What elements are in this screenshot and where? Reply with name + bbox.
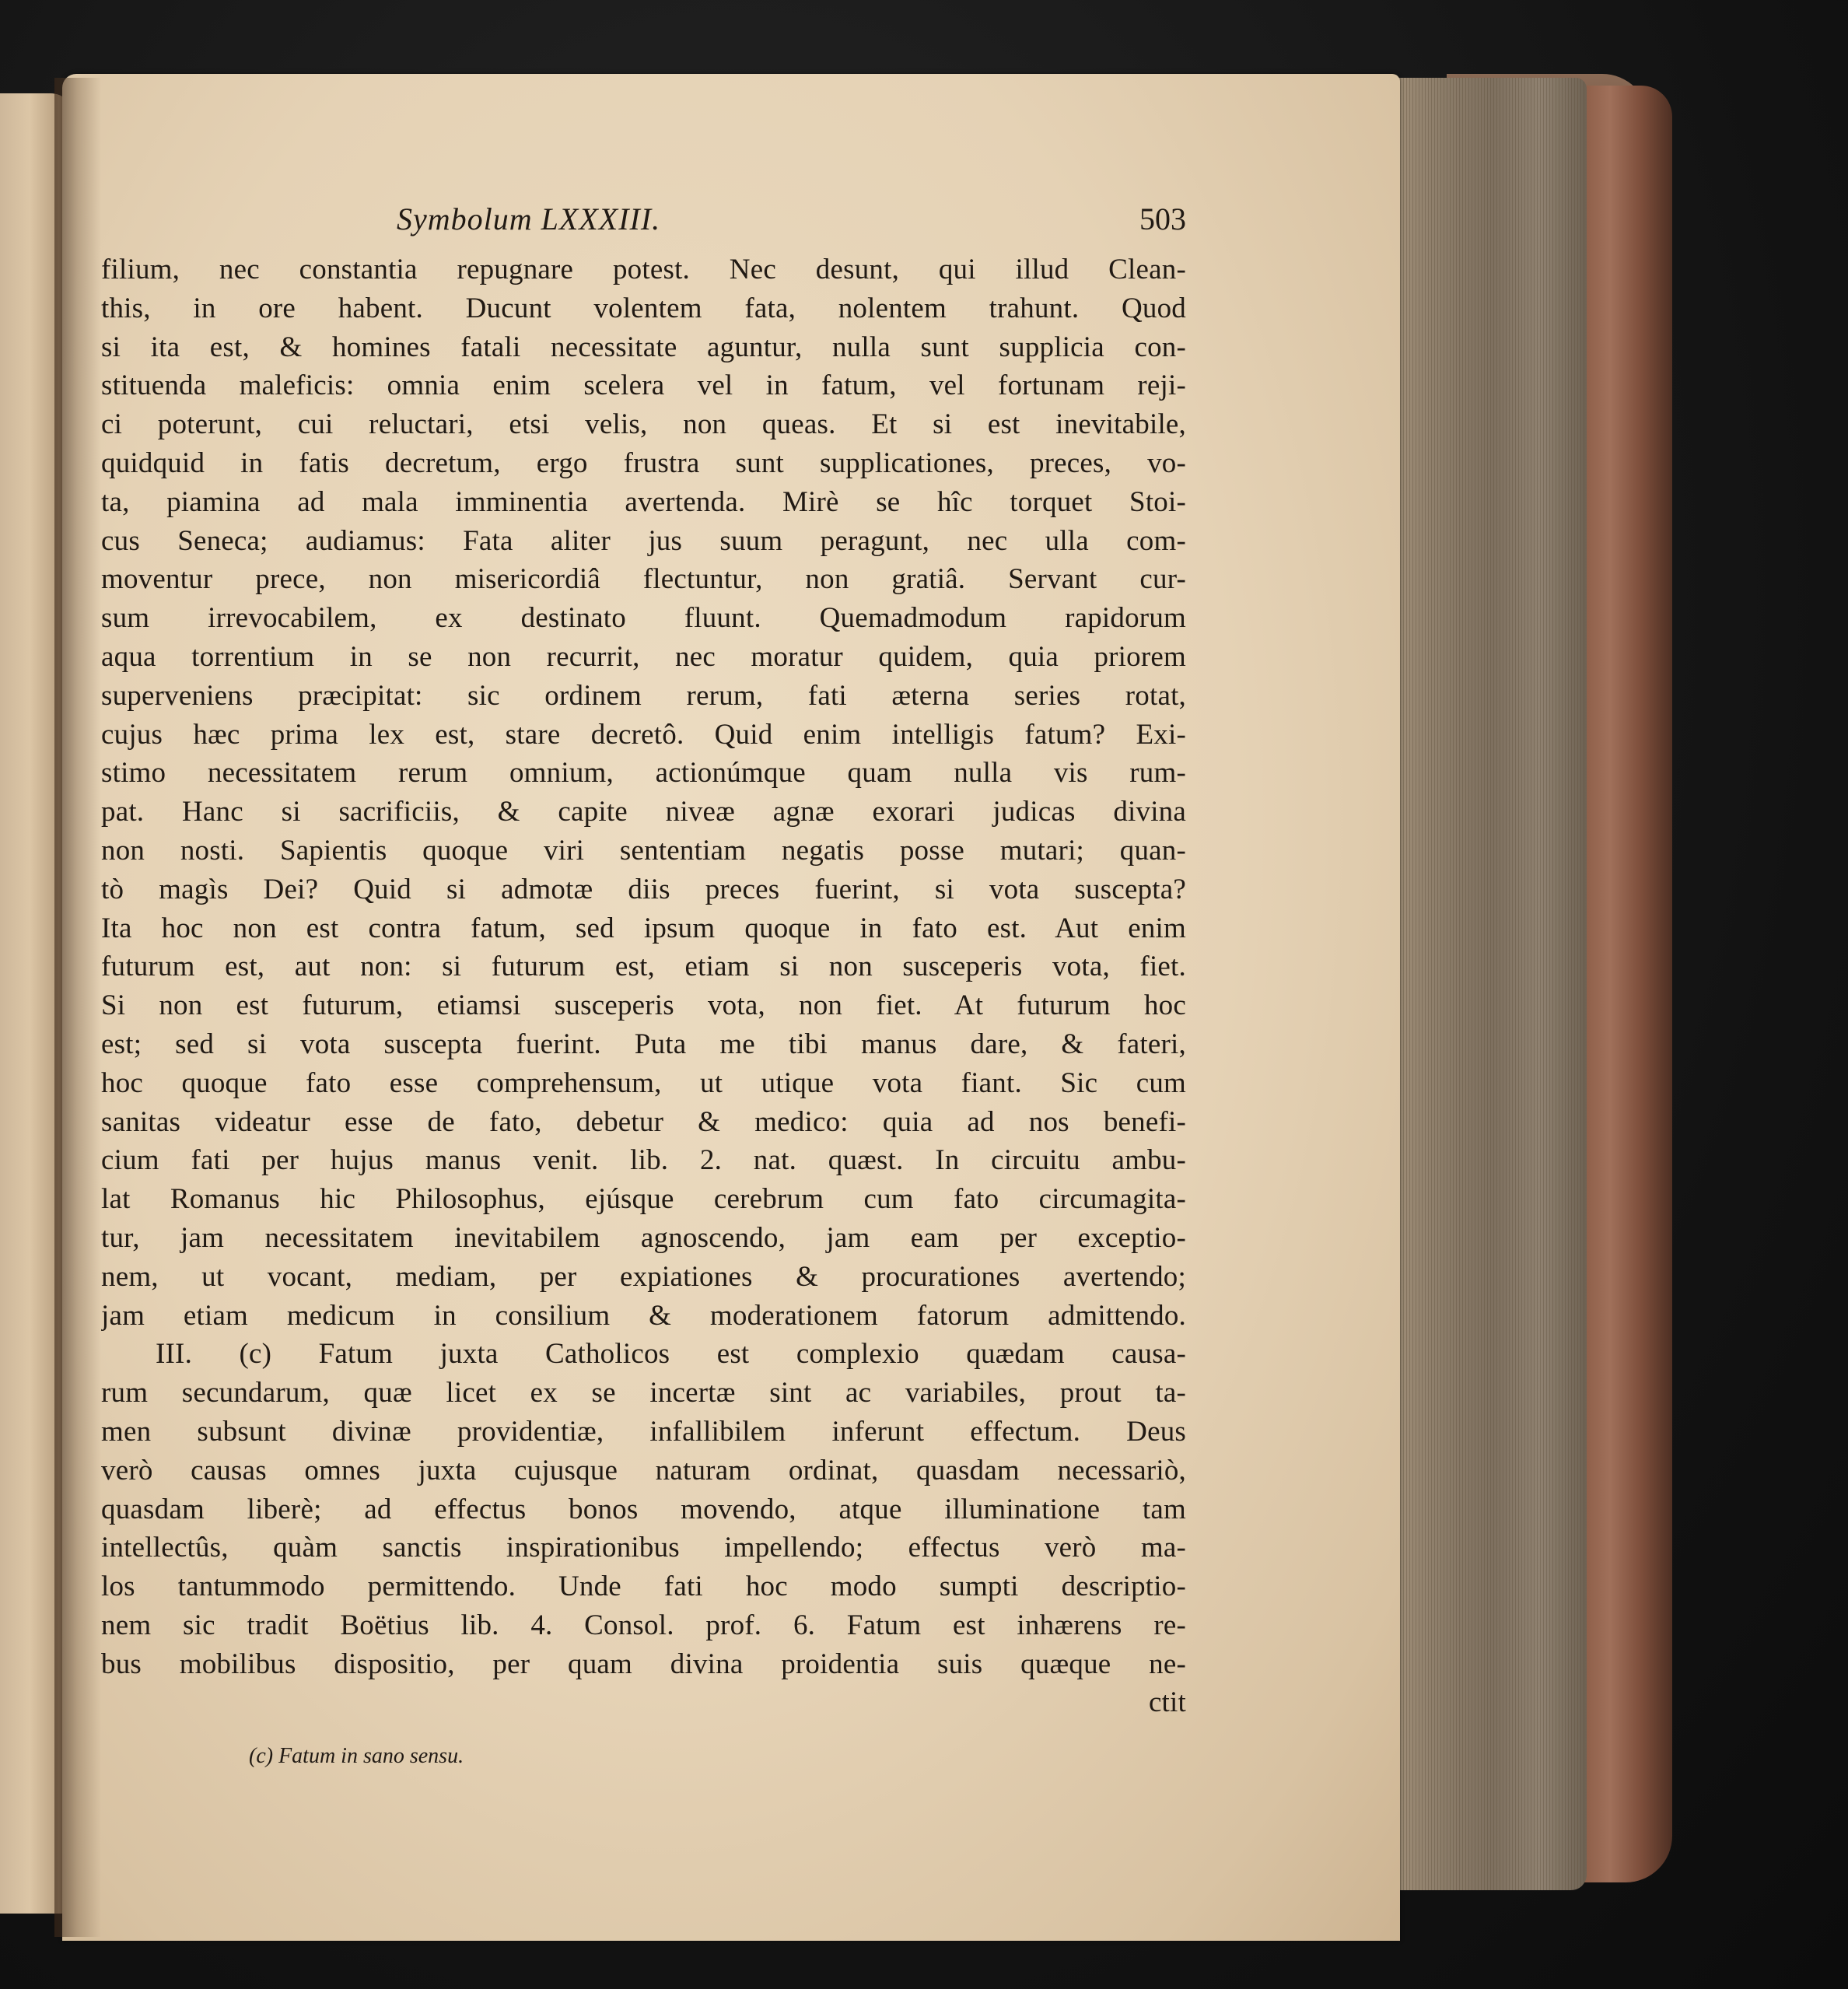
text-line: cus Seneca; audiamus: Fata aliter jus suum peragunt, nec ulla com- xyxy=(101,524,1186,557)
text-line: pat. Hanc si sacrificiis, & capite niveæ agnæ exorari judicas divina xyxy=(101,796,1186,828)
text-line: Ita hoc non est contra fatum, sed ipsum quoque in fato est. Aut enim xyxy=(101,912,1186,944)
text-line: stituenda maleficis: omnia enim scelera vel in fatum, vel fortunam reji- xyxy=(101,369,1186,402)
text-line: superveniens præcipitat: sic ordinem rerum, fati æterna series rotat, xyxy=(101,679,1186,712)
running-title: Symbolum LXXXIII. xyxy=(397,201,661,236)
text-line: jam etiam medicum in consilium & moderationem fatorum admittendo. xyxy=(101,1299,1186,1332)
text-line: ci poterunt, cui reluctari, etsi velis, non queas. Et si est inevitabile, xyxy=(101,408,1186,441)
text-line: tò magìs Dei? Quid si admotæ diis preces fuerint, si vota suscepta? xyxy=(101,873,1186,905)
text-line: intellectûs, quàm sanctis inspirationibus impellendo; effectus verò ma- xyxy=(101,1532,1186,1564)
text-line: filium, nec constantia repugnare potest. Nec desunt, qui illud Clean- xyxy=(101,254,1186,285)
text-line: si ita est, & homines fatali necessitate aguntur, nulla sunt supplicia con- xyxy=(101,331,1186,363)
text-line: non nosti. Sapientis quoque viri sententiam negatis posse mutari; quan- xyxy=(101,834,1186,867)
text-line: quasdam liberè; ad effectus bonos movendo, atque illuminatione tam xyxy=(101,1493,1186,1525)
text-line: aqua torrentium in se non recurrit, nec moratur quidem, quia priorem xyxy=(101,640,1186,673)
text-line: stimo necessitatem rerum omnium, actionúmque quam nulla vis rum- xyxy=(101,757,1186,790)
footnote: (c) Fatum in sano sensu. xyxy=(249,1744,464,1769)
text-line: lat Romanus hic Philosophus, ejúsque cerebrum cum fato circumagita- xyxy=(101,1183,1186,1216)
text-line: cium fati per hujus manus venit. lib. 2. nat. quæst. In circuitu ambu- xyxy=(101,1144,1186,1177)
text-line: Si non est futurum, etiamsi susceperis vota, non fiet. At futurum hoc xyxy=(101,989,1186,1022)
text-line: futurum est, aut non: si futurum est, etiam si non susceperis vota, fiet. xyxy=(101,951,1186,983)
text-line: tur, jam necessitatem inevitabilem agnoscendo, jam eam per exceptio- xyxy=(101,1221,1186,1254)
body-text xyxy=(101,250,1186,1722)
text-line: sanitas videatur esse de fato, debetur & medico: quia ad nos benefi- xyxy=(101,1105,1186,1138)
page-gutter xyxy=(54,78,101,1937)
text-line: nem, ut vocant, mediam, per expiationes & procurationes avertendo; xyxy=(101,1260,1186,1293)
page-text-block xyxy=(101,201,1186,1772)
text-line: cujus hæc prima lex est, stare decretô. Quid enim intelligis fatum? Exi- xyxy=(101,718,1186,751)
text-line: nem sic tradit Boëtius lib. 4. Consol. prof. 6. Fatum est inhærens re- xyxy=(101,1609,1186,1641)
text-line: verò causas omnes juxta cujusque naturam ordinat, quasdam necessariò, xyxy=(101,1454,1186,1486)
page-number: 503 xyxy=(1139,201,1186,236)
text-line: men subsunt divinæ providentiæ, infallibilem inferunt effectum. Deus xyxy=(101,1415,1186,1448)
text-line: III. (c) Fatum juxta Catholicos est complexio quædam causa- xyxy=(156,1338,1186,1371)
text-line: ctit xyxy=(1148,1686,1186,1719)
text-line: this, in ore habent. Ducunt volentem fata, nolentem trahunt. Quod xyxy=(101,292,1186,324)
text-line: est; sed si vota suscepta fuerint. Puta me tibi manus dare, & fateri, xyxy=(101,1028,1186,1060)
text-line: hoc quoque fato esse comprehensum, ut utique vota fiant. Sic cum xyxy=(101,1066,1186,1099)
text-line: quidquid in fatis decretum, ergo frustra sunt supplicationes, preces, vo- xyxy=(101,446,1186,479)
text-line: los tantummodo permittendo. Unde fati hoc modo sumpti descriptio- xyxy=(101,1571,1186,1603)
text-line: rum secundarum, quæ licet ex se incertæ sint ac variabiles, prout ta- xyxy=(101,1377,1186,1409)
text-line: moventur prece, non misericordiâ flectuntur, non gratiâ. Servant cur- xyxy=(101,563,1186,596)
text-line: sum irrevocabilem, ex destinato fluunt. Quemadmodum rapidorum xyxy=(101,602,1186,635)
text-line: ta, piamina ad mala imminentia avertenda. Mirè se hîc torquet Stoi- xyxy=(101,485,1186,518)
running-head xyxy=(101,201,1186,250)
text-line: bus mobilibus dispositio, per quam divina proidentia suis quæque ne- xyxy=(101,1648,1186,1680)
